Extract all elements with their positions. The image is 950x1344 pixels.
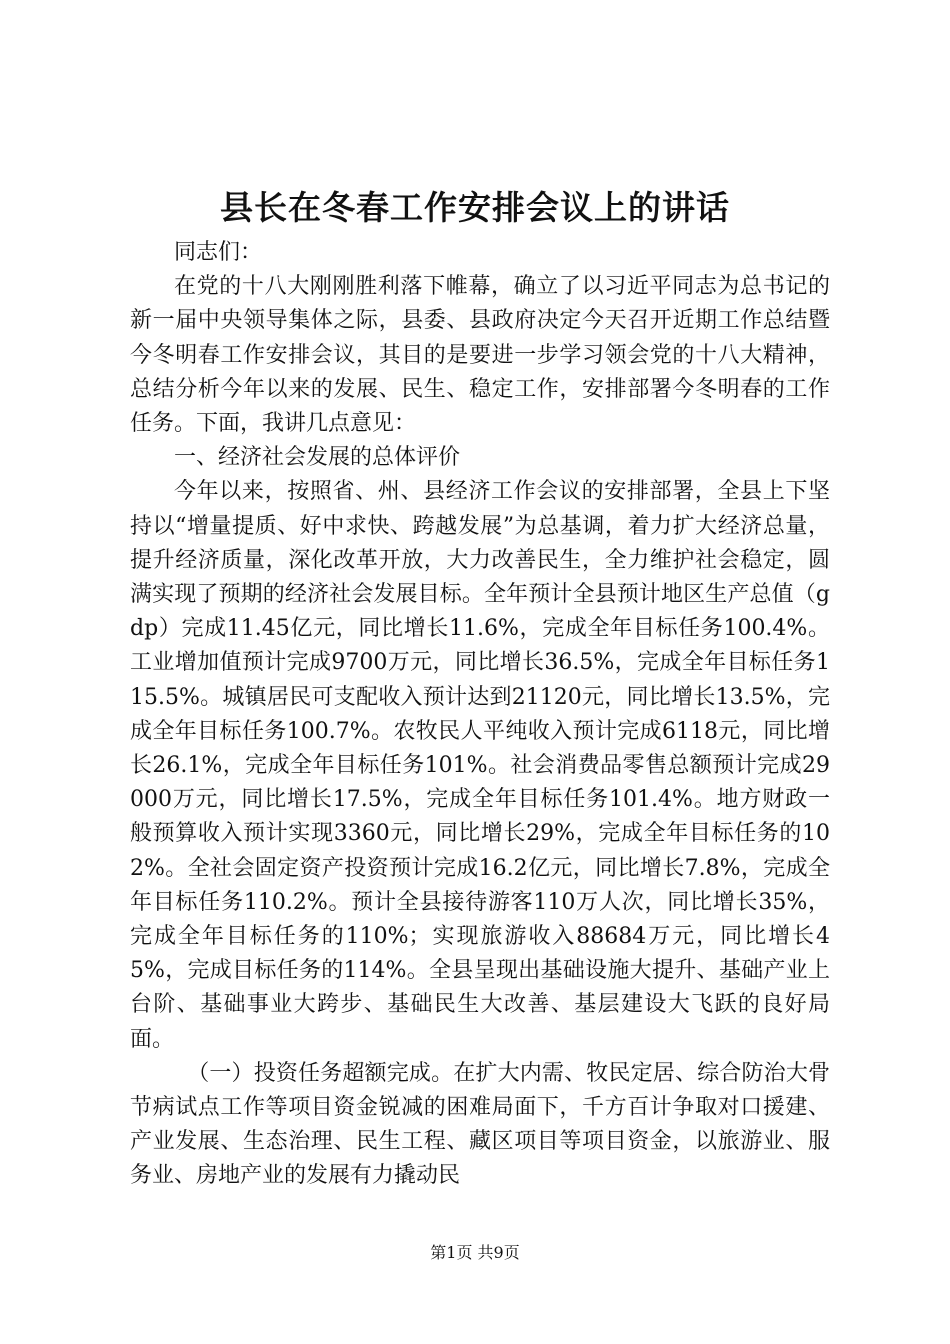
document-title: 县长在冬春工作安排会议上的讲话 <box>220 188 730 227</box>
body-paragraph: 今年以来，按照省、州、县经济工作会议的安排部署，全县上下坚持以“增量提质、好中求快、跨越发展”为总基调，着力扩大经济总量，提升经济质量，深化改革开放，大力改善民生，全力维护社会稳定，圆满实现了预期的经济社会发展目标。全年预计全县预计地区生产总值（gdp）完成11.45亿元，同比增长11.6%，完成全年目标任务100.4%。工业增加值预计完成9700万元，同比增长36.5%，完成全年目标任务115.5%。城镇居民可支配收入预计达到21120元，同比增长13.5%，完成全年目标任务100.7%。农牧民人平纯收入预计完成6118元，同比增长26.1%，完成全年目标任务101%。社会消费品零售总额预计完成29000万元，同比增长17.5%，完成全年目标任务101.4%。地方财政一般预算收入预计实现3360元，同比增长29%，完成全年目标任务的102%。全社会固定资产投资预计完成16.2亿元，同比增长7.8%，完成全年目标任务110.2%。预计全县接待游客110万人次，同比增长35%，完成全年目标任务的110%；实现旅游收入88684万元，同比增长45%，完成目标任务的114%。全县呈现出基础设施大提升、基础产业上台阶、基础事业大跨步、基础民生大改善、基层建设大飞跃的良好局面。 <box>130 479 830 1052</box>
body-paragraph: 在党的十八大刚刚胜利落下帷幕，确立了以习近平同志为总书记的新一届中央领导集体之际，县委、县政府决定今天召开近期工作总结暨今冬明春工作安排会议，其目的是要进一步学习领会党的十八大精神，总结分析今年以来的发展、民生、稳定工作，安排部署今冬明春的工作任务。下面，我讲几点意见： <box>130 274 830 437</box>
document-body <box>130 236 830 1194</box>
subsection-paragraph: （一）投资任务超额完成。在扩大内需、牧民定居、综合防治大骨节病试点工作等项目资金锐减的困难局面下，千方百计争取对口援建、产业发展、生态治理、民生工程、藏区项目等项目资金，以旅游业、服务业、房地产业的发展有力撬动民 <box>130 1060 830 1189</box>
section-heading: 一、经济社会发展的总体评价 <box>174 445 461 471</box>
page-number: 第1页 共9页 <box>430 1243 520 1262</box>
salutation: 同志们： <box>174 240 263 265</box>
